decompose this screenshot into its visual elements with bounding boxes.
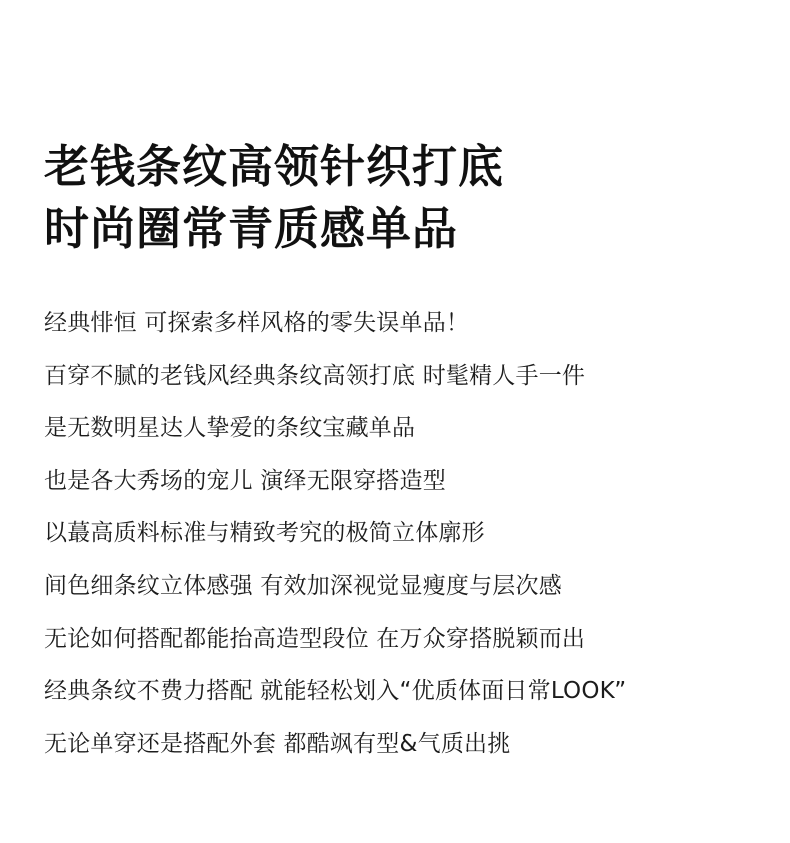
description-text <box>44 302 774 775</box>
description-line: 经典悱恒 可探索多样风格的零失误单品！ <box>44 310 470 336</box>
description-line: 百穿不腻的老钱风经典条纹高领打底 时髦精人手一件 <box>44 362 586 389</box>
headline-line-1: 老钱条纹高领针织打底 <box>44 140 505 193</box>
headline <box>44 136 764 260</box>
description-line: 以蕞高质料标准与精致考究的极简立体廓形 <box>44 520 485 547</box>
description-line: 无论单穿还是搭配外套 都酷飒有型&气质出挑 <box>44 730 511 757</box>
description-line: 无论如何搭配都能抬高造型段位 在万众穿搭脱颖而出 <box>44 625 586 652</box>
description-line: 是无数明星达人挚爱的条纹宝藏单品 <box>44 415 416 442</box>
description-line: 也是各大秀场的宠儿 演绎无限穿搭造型 <box>44 467 446 494</box>
description-line: 间色细条纹立体感强 有效加深视觉显瘦度与层次感 <box>44 572 562 599</box>
headline-line-2: 时尚圈常青质感单品 <box>44 202 459 255</box>
description-line: 经典条纹不费力搭配 就能轻松划入“优质体面日常LOOK” <box>44 678 627 705</box>
